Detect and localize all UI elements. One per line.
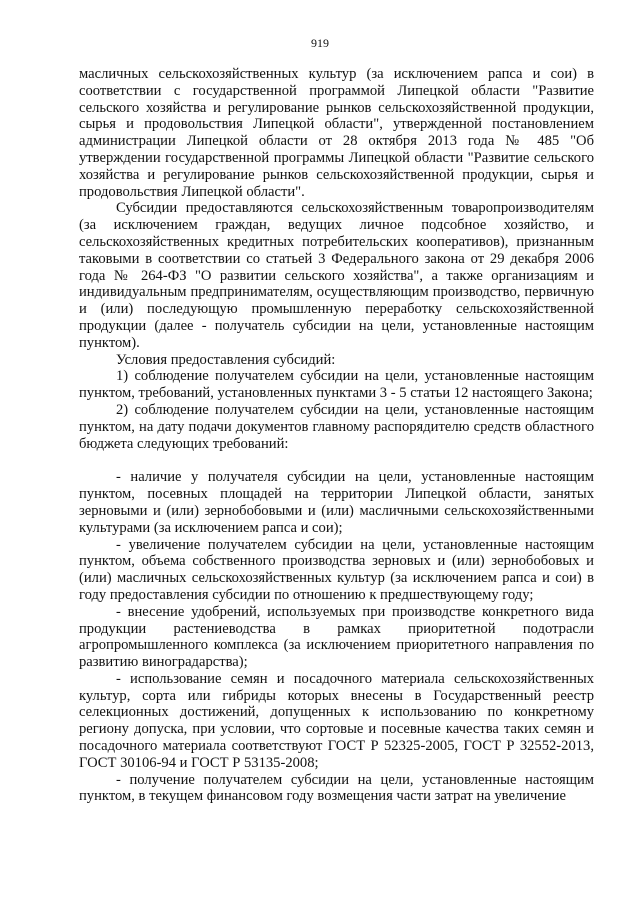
paragraph-spacer [79, 452, 594, 469]
list-item-fertilizers: - внесение удобрений, используемых при производстве конкретного вида продукции растениеводства в рамках приоритетной подотрасли агропромышленного комплекса (за исключением приоритетного направления по развитию виноградарства); [79, 603, 594, 671]
paragraph-conditions-heading: Условия предоставления субсидий: [116, 351, 336, 368]
paragraph-subsidy-recipients: Субсидии предоставляются сельскохозяйственным товаропроизводителям (за исключением граждан, ведущих личное подсобное хозяйство, и сельскохозяйственных кредитных потребительских кооперативов), признанным таковыми в соответствии со статьей 3 Федерального закона от 29 декабря 2006 года № 264-ФЗ "О развитии сельского хозяйства", а также организациям и индивидуальным предпринимателям, осуществляющим производство, первичную и (или) последующую промышленную переработку сельскохозяйственной продукции (далее - получатель субсидии на цели, установленные настоящим пунктом). [79, 200, 594, 351]
list-item-reimbursement: - получение получателем субсидии на цели, установленные настоящим пунктом, в текущем финансовом году возмещения части затрат на увеличение [79, 771, 594, 805]
paragraph-condition-2: 2) соблюдение получателем субсидии на цели, установленные настоящим пунктом, на дату подачи документов главному распорядителю средств областного бюджета следующих требований: [79, 401, 594, 452]
paragraph-condition-1: 1) соблюдение получателем субсидии на цели, установленные настоящим пунктом, требований, установленных пунктами 3 - 5 статьи 12 настоящего Закона; [79, 368, 594, 402]
document-body [79, 66, 594, 805]
list-item-sown-areas: - наличие у получателя субсидии на цели, установленные настоящим пунктом, посевных площадей на территории Липецкой области, занятых зерновыми и (или) зернобобовыми и (или) масличными сельскохозяйственными культурами (за исключением рапса и сои); [79, 469, 594, 536]
list-item-seeds: - использование семян и посадочного материала сельскохозяйственных культур, сорта или гибриды которых внесены в Государственный реестр селекционных достижений, допущенных к использованию по конкретному региону допуска, при условии, что сортовые и посевные качества таких семян и посадочного материала соответствуют ГОСТ Р 52325-2005, ГОСТ Р 32552-2013, ГОСТ 30106-94 и ГОСТ Р 53135-2008; [79, 670, 594, 771]
list-item-production-increase: - увеличение получателем субсидии на цели, установленные настоящим пунктом, объема собственного производства зерновых и (или) зернобобовых и (или) масличных сельскохозяйственных культур (за исключением рапса и сои) в году предоставления субсидии по отношению к предшествующему году; [79, 536, 594, 603]
page-number: 919 [311, 36, 329, 50]
paragraph-continuation: масличных сельскохозяйственных культур (за исключением рапса и сои) в соответствии с государственной программой Липецкой области "Развитие сельского хозяйства и регулирование рынков сельскохозяйственной продукции, сырья и продовольствия Липецкой области", утвержденной постановлением администрации Липецкой области от 28 октября 2013 года № 485 "Об утверждении государственной программы Липецкой области "Развитие сельского хозяйства и регулирование рынков сельскохозяйственной продукции, сырья и продовольствия Липецкой области". [79, 66, 594, 200]
